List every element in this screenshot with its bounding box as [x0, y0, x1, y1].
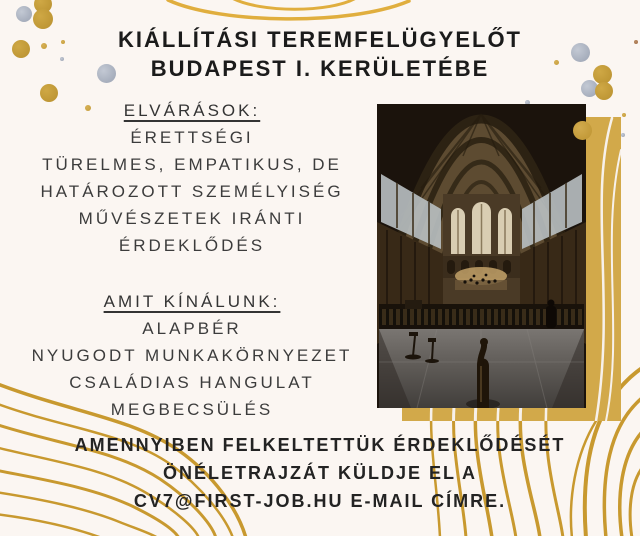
footer-email-line: CV7@FIRST-JOB.HU E-MAIL CÍMRE.	[133, 491, 507, 511]
contact-footer	[0, 431, 640, 515]
silver-confetti-dot	[97, 64, 116, 83]
staircase	[455, 280, 507, 290]
offer-line: NYUGODT MUNKAKÖRNYEZET	[31, 346, 353, 365]
silver-confetti-dot	[16, 6, 32, 22]
offer-line: ALAPBÉR	[142, 319, 242, 338]
title-line-1: KIÁLLÍTÁSI TEREMFELÜGYELŐT	[118, 27, 522, 52]
museum-hall-photo	[377, 104, 586, 408]
requirement-line: ÉRETTSÉGI	[130, 128, 254, 147]
gold-confetti-dot	[40, 84, 58, 102]
details-column	[0, 97, 384, 423]
silver-confetti-dot	[621, 133, 625, 137]
offer-heading: AMIT KÍNÁLUNK:	[103, 292, 281, 311]
page-title	[0, 25, 640, 83]
offer-line: MEGBECSÜLÉS	[110, 400, 274, 419]
gold-confetti-dot	[593, 65, 612, 84]
footer-line: ÖNÉLETRAJZÁT KÜLDJE EL A	[162, 463, 478, 483]
requirement-line: HATÁROZOTT SZEMÉLYISÉG	[40, 182, 344, 201]
silver-confetti-dot	[60, 57, 64, 61]
gold-confetti-dot	[573, 121, 592, 140]
gold-confetti-dot	[33, 9, 53, 29]
requirements-heading: ELVÁRÁSOK:	[123, 101, 261, 120]
gold-confetti-dot	[595, 82, 613, 100]
gold-confetti-dot	[12, 40, 30, 58]
gold-confetti-dot	[41, 43, 47, 49]
gold-confetti-dot	[622, 113, 626, 117]
requirement-line: TÜRELMES, EMPATIKUS, DE	[42, 155, 342, 174]
offer-section	[0, 288, 384, 423]
bottom-left-swirls	[0, 383, 246, 536]
requirements-section	[0, 97, 384, 259]
requirement-line: MŰVÉSZETEK IRÁNTI	[78, 209, 306, 228]
footer-line: AMENNYIBEN FELKELTETTÜK ÉRDEKLŐDÉSÉT	[74, 435, 566, 455]
gold-confetti-dot	[634, 40, 638, 44]
gold-confetti-dot	[61, 40, 65, 44]
gold-confetti-dot	[85, 105, 91, 111]
silver-confetti-dot	[571, 43, 590, 62]
requirement-line: ÉRDEKLŐDÉS	[118, 236, 266, 255]
gold-confetti-dot	[554, 60, 559, 65]
title-line-2: BUDAPEST I. KERÜLETÉBE	[150, 56, 490, 81]
offer-line: CSALÁDIAS HANGULAT	[69, 373, 315, 392]
